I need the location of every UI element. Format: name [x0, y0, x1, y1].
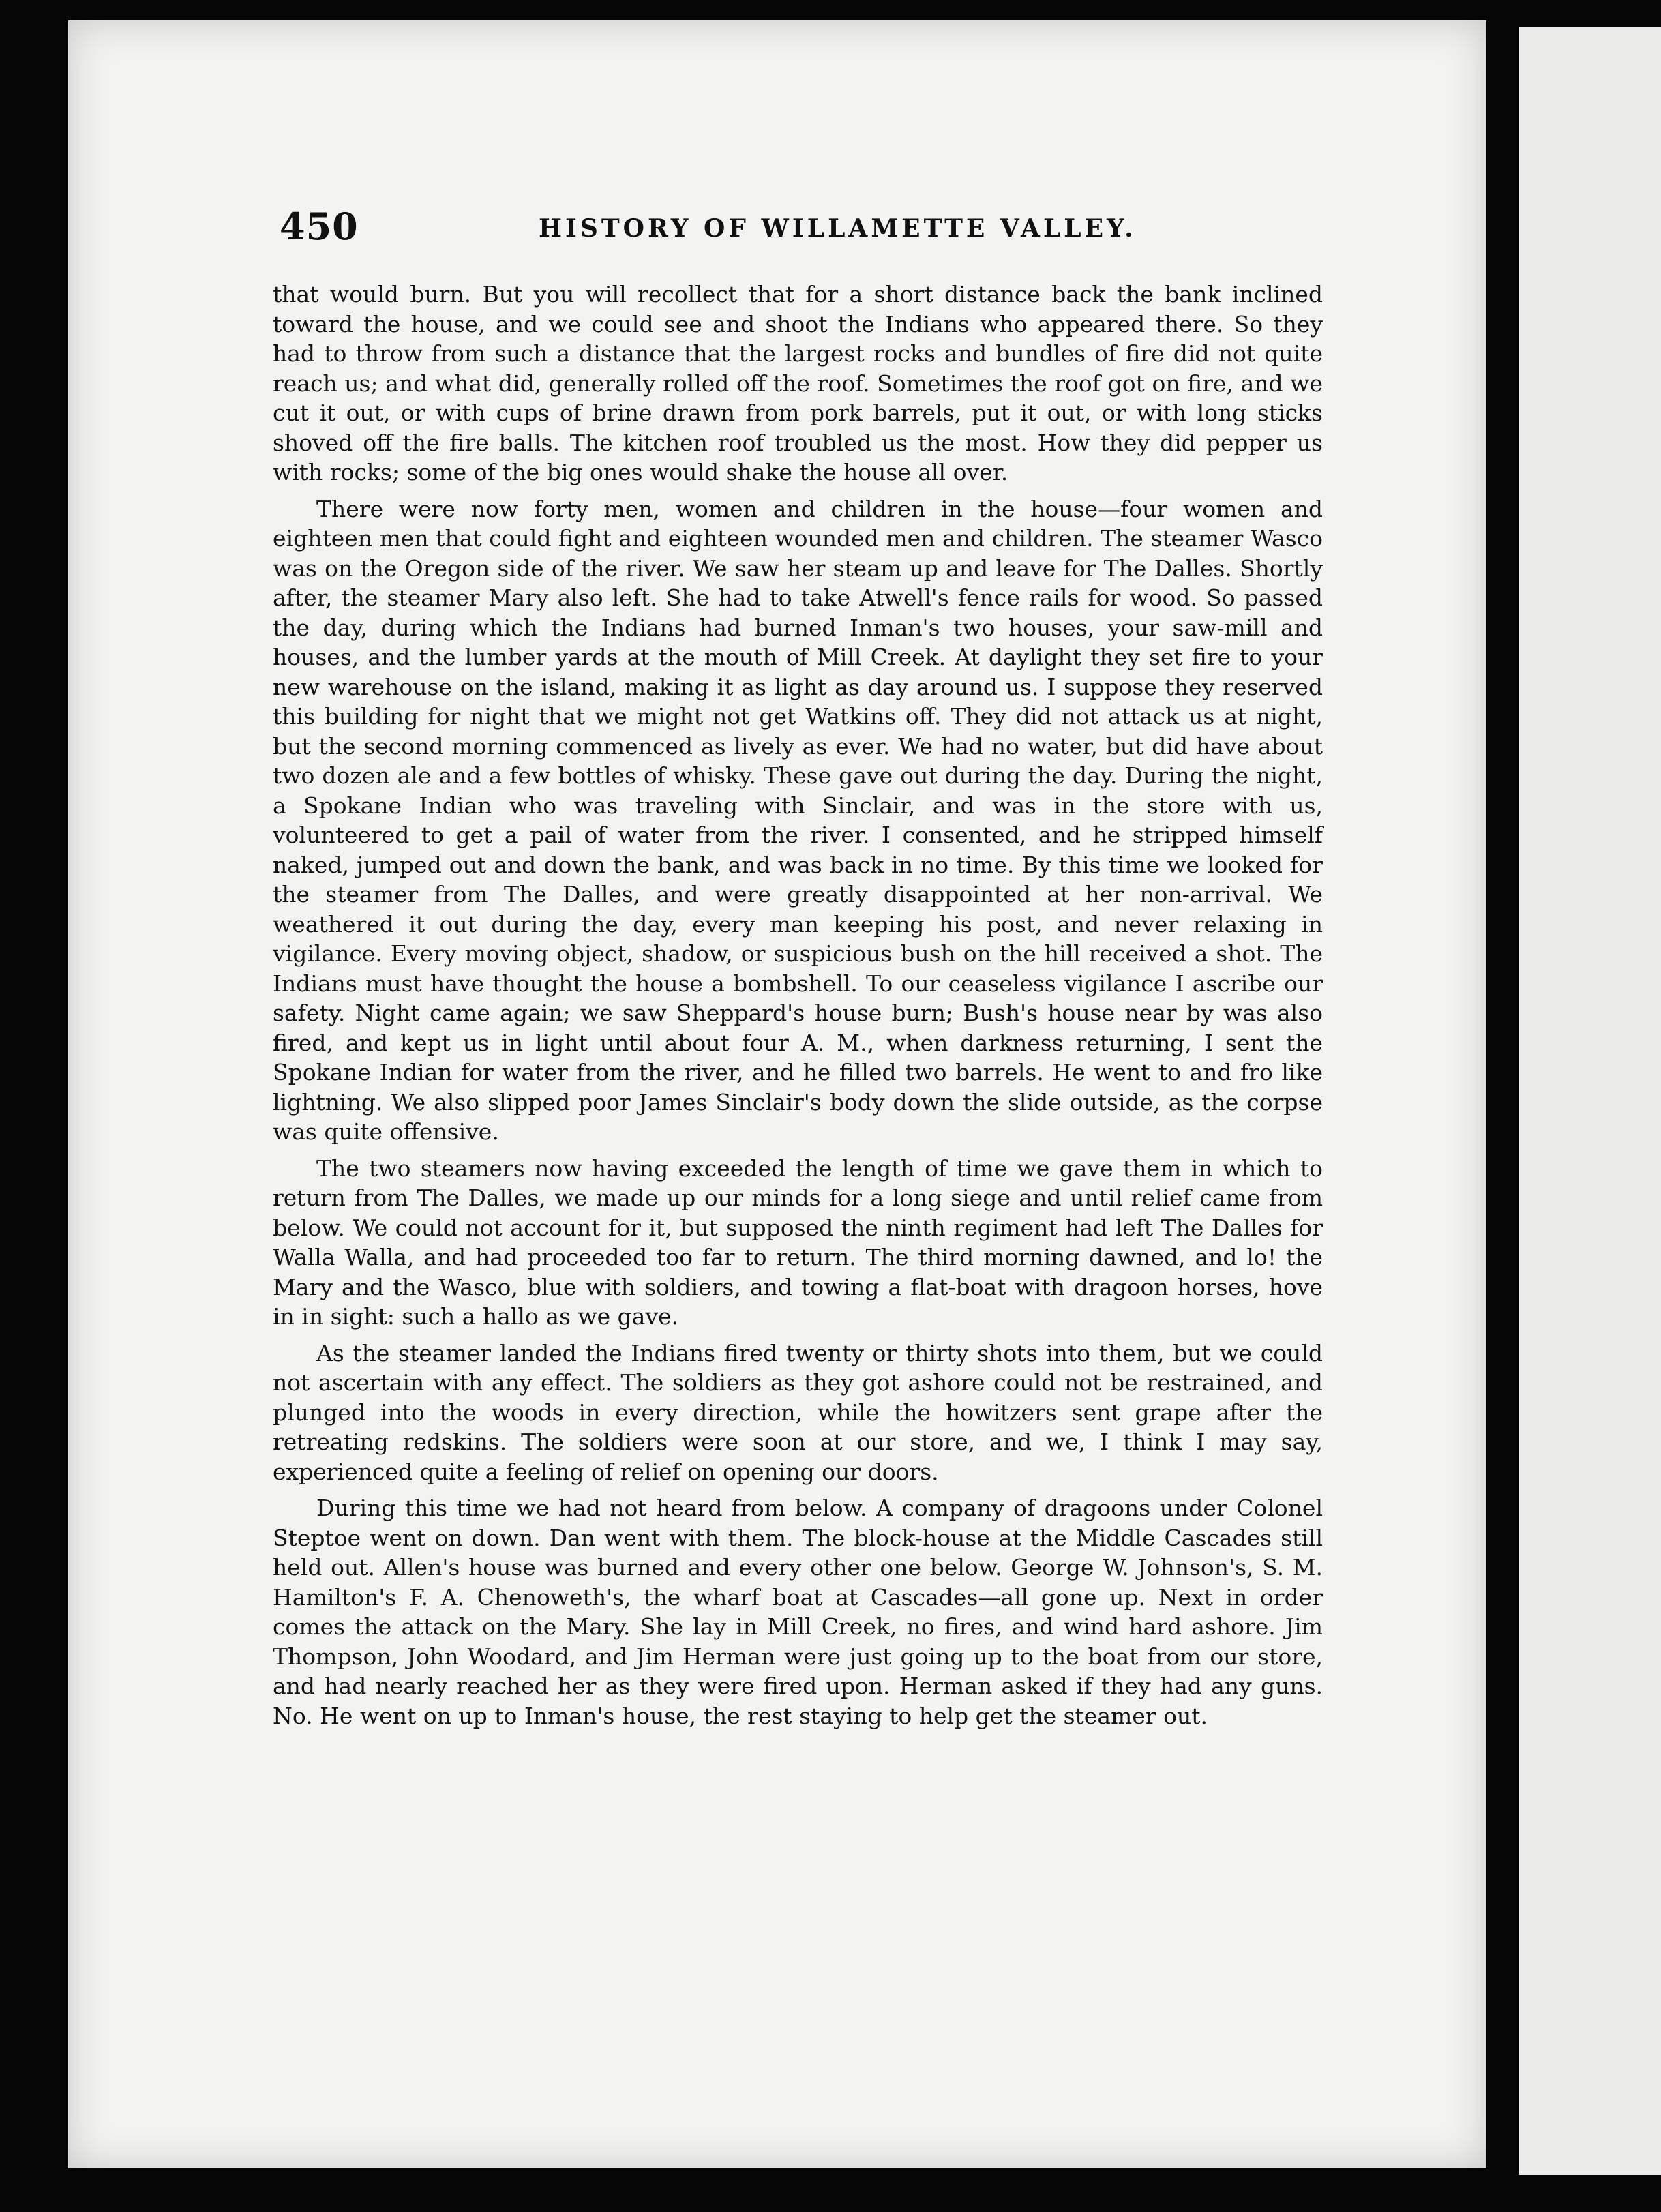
paragraph: As the steamer landed the Indians fired twenty or thirty shots into them, but we could not ascertain with any effect. The soldiers as they got ashore could not be restrained, and plunged into the woods in every direction, while the howitzers sent grape after the retreating redskins. The soldiers were soon at our store, and we, I think I may say, experienced quite a feeling of relief on opening our doors. [273, 1339, 1323, 1485]
paragraph: that would burn. But you will recollect that for a short distance back the bank inclined toward the house, and we could see and shoot the Indians who appeared there. So they had to throw from such a distance that the largest rocks and bundles of fire did not quite reach us; and what did, generally rolled off the roof. Sometimes the roof got on fire, and we cut it out, or with cups of brine drawn from pork barrels, put it out, or with long sticks shoved off the fire balls. The kitchen roof troubled us the most. How they did pepper us with rocks; some of the big ones would shake the house all over. [273, 281, 1323, 485]
paragraph: During this time we had not heard from below. A company of dragoons under Colonel Steptoe went on down. Dan went with them. The block-house at the Middle Cascades still held out. Allen's house was burned and every other one below. George W. Johnson's, S. M. Hamilton's F. A. Chenoweth's, the wharf boat at Cascades—all gone up. Next in order comes the attack on the Mary. She lay in Mill Creek, no fires, and wind hard ashore. Jim Thompson, John Woodard, and Jim Herman were just going up to the boat from our store, and had nearly reached her as they were fired upon. Herman asked if they had any guns. No. He went on up to Inman's house, the rest staying to help get the steamer out. [273, 1495, 1323, 1729]
page-header [280, 205, 1350, 259]
running-head: HISTORY OF WILLAMETTE VALLEY. [539, 214, 1137, 243]
adjacent-page-edge [1519, 27, 1661, 2175]
paragraph: There were now forty men, women and children in the house—four women and eighteen men that could fight and eighteen wounded men and children. The steamer Wasco was on the Oregon side of the river. We saw her steam up and leave for The Dalles. Shortly after, the steamer Mary also left. She had to take Atwell's fence rails for wood. So passed the day, during which the Indians had burned Inman's two houses, your saw-mill and houses, and the lumber yards at the mouth of Mill Creek. At daylight they set fire to your new warehouse on the island, making it as light as day around us. I suppose they reserved this building for night that we might not get Watkins off. They did not attack us at night, but the second morning commenced as lively as ever. We had no water, but did have about two dozen ale and a few bottles of whisky. These gave out during the day. During the night, a Spokane Indian who was traveling with Sinclair, and was in the store with us, volunteered to get a pail of water from the river. I consented, and he stripped himself naked, jumped out and down the bank, and was back in no time. By this time we looked for the steamer from The Dalles, and were greatly disappointed at her non-arrival. We weathered it out during the day, every man keeping his post, and never relaxing in vigilance. Every moving object, shadow, or suspicious bush on the hill received a shot. The Indians must have thought the house a bombshell. To our ceaseless vigilance I ascribe our safety. Night came again; we saw Sheppard's house burn; Bush's house near by was also fired, and kept us in light until about four A. M., when darkness returning, I sent the Spokane Indian for water from the river, and he filled two barrels. He went to and fro like lightning. We also slipped poor James Sinclair's body down the slide outside, as the corpse was quite offensive. [273, 495, 1323, 1145]
page-number: 450 [280, 205, 359, 248]
body-text [273, 280, 1323, 1731]
paragraph: The two steamers now having exceeded the length of time we gave them in which to return from The Dalles, we made up our minds for a long siege and until relief came from below. We could not account for it, but supposed the ninth regiment had left The Dalles for Walla Walla, and had proceeded too far to return. The third morning dawned, and lo! the Mary and the Wasco, blue with soldiers, and towing a flat-boat with dragoon horses, hove in in sight: such a hallo as we gave. [273, 1154, 1323, 1330]
